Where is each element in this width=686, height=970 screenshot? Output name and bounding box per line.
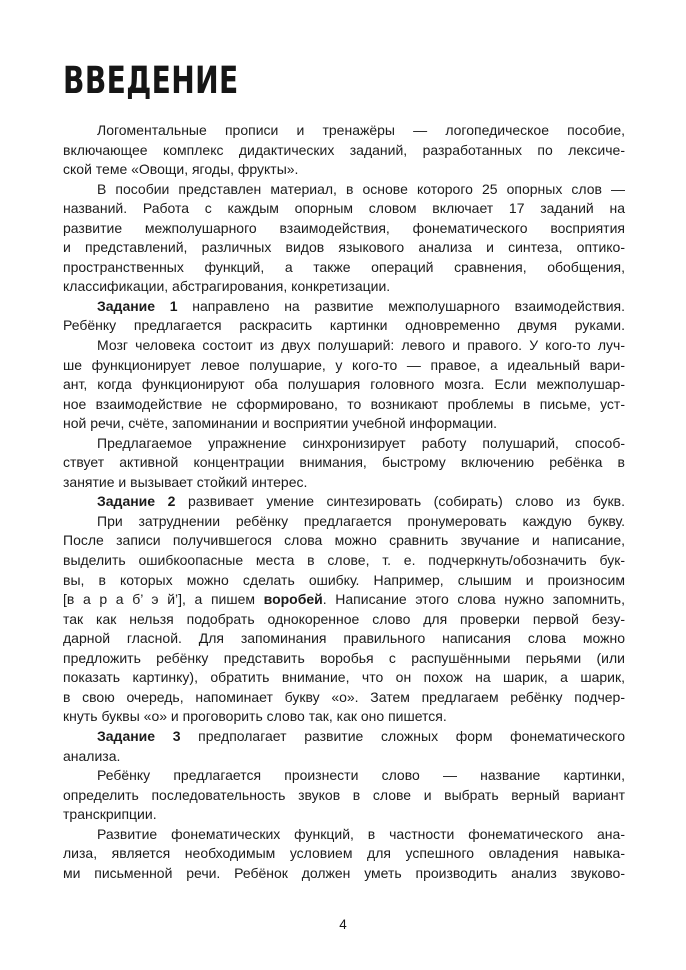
text-segment: включающее комплекс дидактических заданий, разработанных по лексиче-: [63, 141, 625, 158]
text-line: [63, 747, 625, 767]
text-line: [63, 825, 625, 845]
body-text: [63, 121, 625, 883]
text-segment: в свою очередь, напоминает букву «о». Затем предлагаем ребёнку подчер-: [63, 688, 625, 705]
text-line: [63, 786, 625, 806]
bold-text: Задание 2: [97, 493, 176, 510]
text-segment: После записи получившегося слова можно сравнить звучание и написание,: [63, 532, 625, 549]
text-line: [63, 121, 625, 141]
text-segment: ствует активной концентрации внимания, быстрому включению ребёнка в: [63, 454, 625, 471]
text-segment: предполагает развитие сложных форм фонематического: [180, 727, 625, 744]
paragraph: [63, 825, 625, 884]
text-line: [63, 844, 625, 864]
text-segment: и представлений, различных видов языкового анализа и синтеза, оптико-: [63, 239, 625, 256]
paragraph: [63, 434, 625, 493]
paragraph: [63, 492, 625, 512]
paragraph: [63, 297, 625, 336]
text-line: [63, 336, 625, 356]
page-title: ВВЕДЕНИЕ: [63, 59, 239, 102]
text-line: [63, 727, 625, 747]
text-line: [63, 297, 625, 317]
bold-text: Задание 1: [97, 297, 178, 314]
text-line: [63, 258, 625, 278]
text-line: [63, 492, 625, 512]
bold-text: воробей: [263, 591, 323, 608]
text-line: [63, 688, 625, 708]
text-segment: показать картинку), обратить внимание, что он похож на шарик, а шарик,: [63, 669, 625, 686]
text-segment: лиза, является необходимым условием для успешного овладения навыка-: [63, 845, 625, 862]
text-line: [63, 434, 625, 454]
text-line: [63, 649, 625, 669]
text-line: [63, 219, 625, 239]
text-segment: Ребёнку предлагается раскрасить картинки одновременно двумя руками.: [63, 317, 625, 334]
text-segment: [в а р а б’ э й’], а пишем: [63, 591, 264, 608]
text-segment: названий. Работа с каждым опорным словом включает 17 заданий на: [63, 200, 625, 217]
text-line: [63, 629, 625, 649]
text-segment: ной речи, счёте, запоминании и восприятии учебной информации.: [63, 415, 498, 432]
text-line: [63, 610, 625, 630]
text-segment: Развитие фонематических функций, в частности фонематического ана-: [97, 825, 625, 842]
text-segment: ми письменной речи. Ребёнок должен уметь производить анализ звуково-: [63, 864, 625, 881]
text-segment: так как нельзя подобрать однокоренное слово для проверки первой безу-: [63, 610, 625, 627]
paragraph: [63, 766, 625, 825]
text-segment: Мозг человека состоит из двух полушарий: левого и правого. У кого-то луч-: [97, 337, 625, 354]
text-line: [63, 473, 625, 493]
text-line: [63, 707, 625, 727]
text-segment: ное взаимодействие не сформировано, то возникают проблемы в письме, уст-: [63, 395, 625, 412]
text-line: [63, 571, 625, 591]
paragraph: [63, 336, 625, 434]
text-line: [63, 766, 625, 786]
text-segment: дарной гласной. Для запоминания правильного написания слова можно: [63, 630, 625, 647]
text-segment: развивает умение синтезировать (собирать) слово из букв.: [175, 493, 625, 510]
text-segment: направлено на развитие межполушарного взаимодействия.: [177, 297, 625, 314]
text-segment: пространственных функций, а также операций сравнения, обобщения,: [63, 258, 625, 275]
text-line: [63, 180, 625, 200]
text-line: [63, 531, 625, 551]
text-line: [63, 414, 625, 434]
text-line: [63, 590, 625, 610]
bold-text: Задание 3: [97, 727, 181, 744]
text-line: [63, 199, 625, 219]
text-line: [63, 512, 625, 532]
text-line: [63, 316, 625, 336]
text-segment: кнуть буквы «о» и проговорить слово так, как оно пишется.: [63, 708, 447, 725]
text-line: [63, 141, 625, 161]
text-line: [63, 864, 625, 884]
text-segment: Ребёнку предлагается произнести слово — название картинки,: [97, 767, 625, 784]
text-segment: . Написание этого слова нужно запомнить,: [322, 591, 625, 608]
text-line: [63, 160, 625, 180]
text-segment: Предлагаемое упражнение синхронизирует работу полушарий, способ-: [97, 434, 625, 451]
page-number: 4: [339, 917, 347, 932]
text-segment: Логоментальные прописи и тренажёры — логопедическое пособие,: [97, 122, 625, 138]
text-segment: определить последовательность звуков в слове и выбрать верный вариант: [63, 786, 625, 803]
text-line: [63, 238, 625, 258]
text-segment: анализа.: [63, 747, 121, 764]
text-segment: В пособии представлен материал, в основе которого 25 опорных слов —: [97, 180, 625, 197]
paragraph: [63, 180, 625, 297]
text-segment: занятие и вызывает стойкий интерес.: [63, 473, 308, 490]
text-segment: ской теме «Овощи, ягоды, фрукты».: [63, 161, 299, 178]
text-line: [63, 551, 625, 571]
text-line: [63, 395, 625, 415]
text-segment: выделить ошибкоопасные места в слове, т. е. подчеркнуть/обозначить бук-: [63, 552, 625, 569]
paragraph: [63, 512, 625, 727]
text-segment: предложить ребёнку представить воробья с распушёнными перьями (или: [63, 649, 625, 666]
text-line: [63, 668, 625, 688]
text-line: [63, 356, 625, 376]
text-segment: ше функционирует левое полушарие, у кого-то — правое, а идеальный вари-: [63, 356, 625, 373]
text-line: [63, 375, 625, 395]
text-segment: транскрипции.: [63, 806, 157, 823]
text-segment: классификации, абстрагирования, конкретизации.: [63, 278, 391, 295]
paragraph: [63, 121, 625, 180]
text-segment: вы, в которых можно сделать ошибку. Например, слышим и произносим: [63, 571, 625, 588]
text-line: [63, 805, 625, 825]
text-line: [63, 453, 625, 473]
text-line: [63, 277, 625, 297]
text-segment: развитие межполушарного взаимодействия, фонематического восприятия: [63, 219, 625, 236]
paragraph: [63, 727, 625, 766]
text-segment: ант, когда функционируют оба полушария головного мозга. Если межполушар-: [63, 376, 625, 393]
text-segment: При затруднении ребёнку предлагается пронумеровать каждую букву.: [97, 512, 625, 529]
